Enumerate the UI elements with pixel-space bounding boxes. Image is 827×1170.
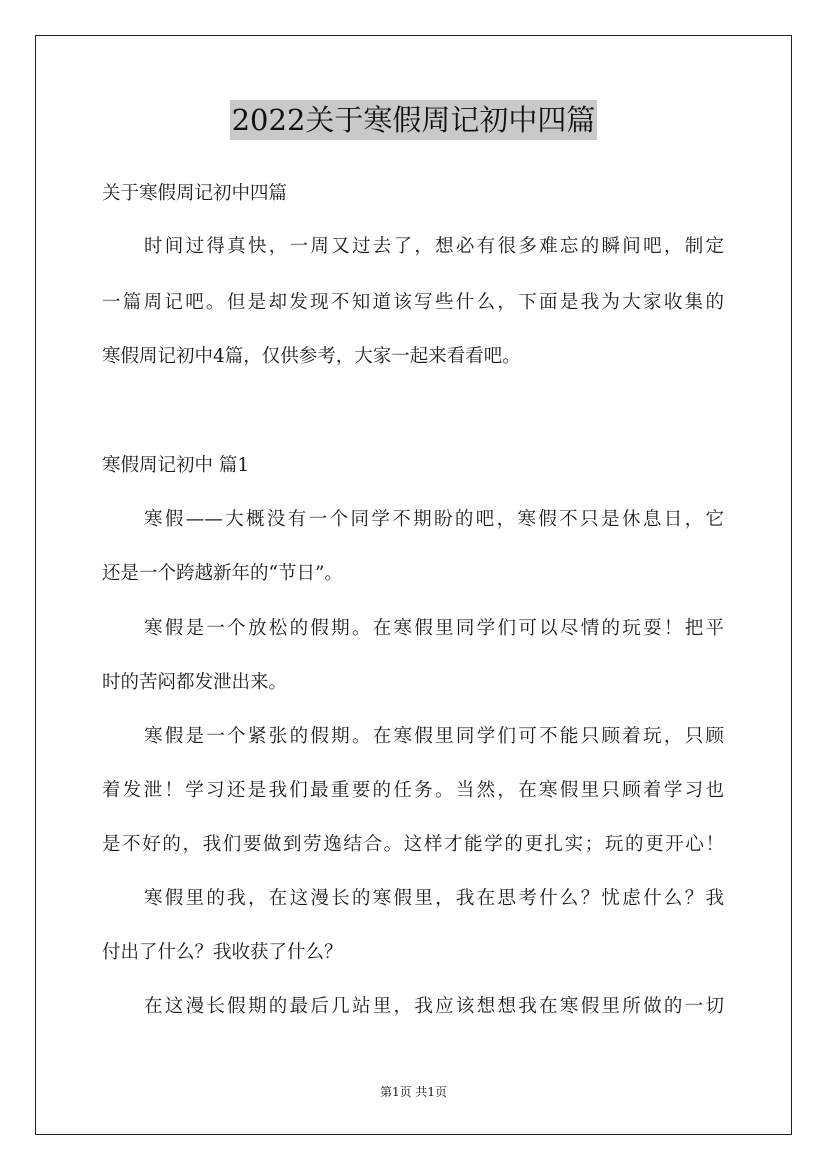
document-title: 2022关于寒假周记初中四篇: [230, 100, 598, 140]
paragraph-line: 着发泄！学习还是我们最重要的任务。当然，在寒假里只顾着学习也: [102, 780, 724, 801]
paragraph-line: 寒假里的我，在这漫长的寒假里，我在思考什么？忧虑什么？我: [144, 888, 724, 909]
paragraph-line: 寒假周记初中4篇，仅供参考，大家一起来看看吧。: [102, 346, 521, 367]
paragraph-line: 付出了什么？我收获了什么？: [102, 942, 343, 963]
paragraph-line: 寒假——大概没有一个同学不期盼的吧，寒假不只是休息日，它: [144, 509, 724, 530]
paragraph-line: 时的苦闷都发泄出来。: [102, 672, 288, 693]
subtitle: 关于寒假周记初中四篇: [102, 183, 288, 204]
paragraph-line: 在这漫长假期的最后几站里，我应该想想我在寒假里所做的一切: [144, 996, 724, 1017]
page-number-footer: 第1页 共1页: [379, 1085, 448, 1099]
paragraph-line: 时间过得真快，一周又过去了，想必有很多难忘的瞬间吧，制定: [144, 236, 724, 257]
paragraph-line: 寒假是一个放松的假期。在寒假里同学们可以尽情的玩耍！把平: [144, 618, 724, 639]
section-heading: 寒假周记初中 篇1: [102, 455, 250, 476]
paragraph-line: 是不好的，我们要做到劳逸结合。这样才能学的更扎实；玩的更开心！: [102, 834, 724, 855]
paragraph-line: 寒假是一个紧张的假期。在寒假里同学们可不能只顾着玩，只顾: [144, 726, 724, 747]
title-container: [0, 100, 827, 140]
paragraph-line: 还是一个跨越新年的“节日”。: [102, 563, 343, 584]
paragraph-line: 一篇周记吧。但是却发现不知道该写些什么，下面是我为大家收集的: [102, 292, 724, 313]
